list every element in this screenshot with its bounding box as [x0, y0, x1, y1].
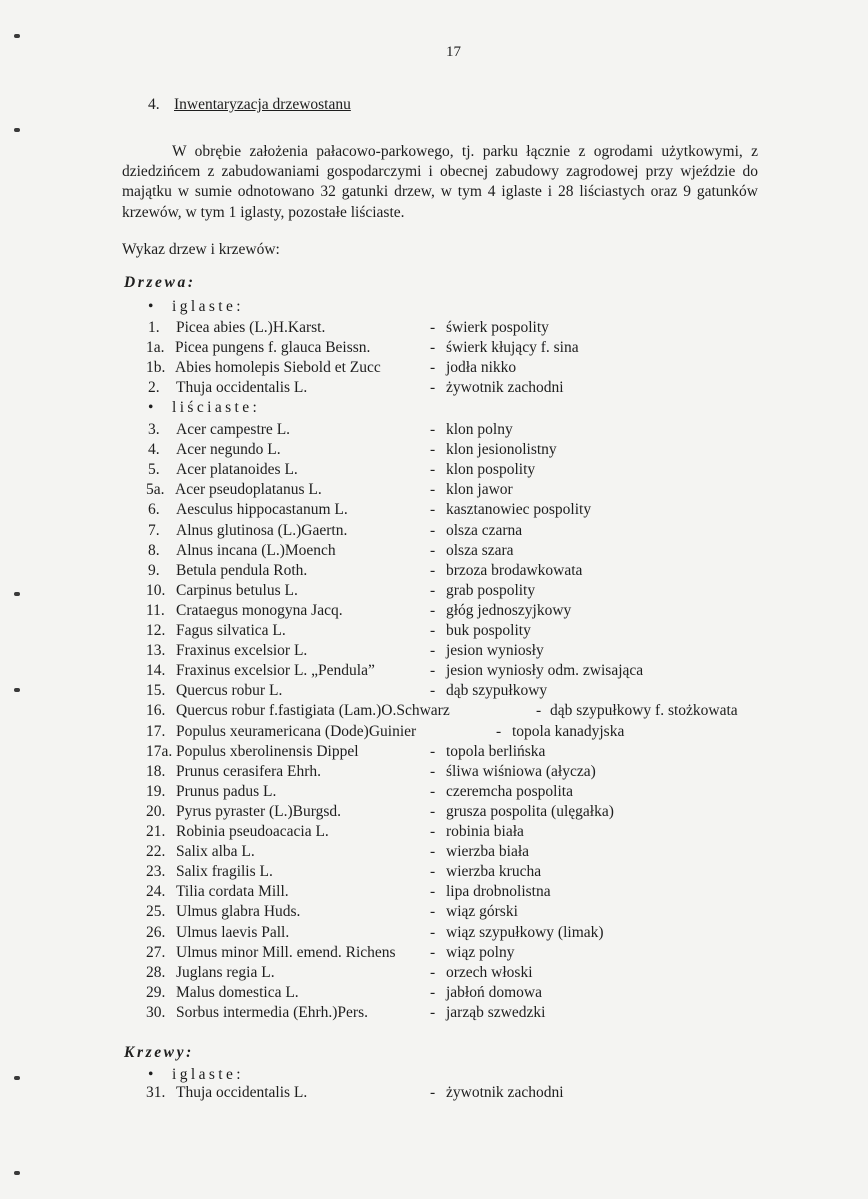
species-latin-name: Pyrus pyraster (L.)Burgsd.: [176, 802, 342, 820]
species-number: 5a.: [146, 481, 165, 499]
species-number: 29.: [146, 983, 166, 1001]
species-number: 25.: [146, 903, 166, 921]
species-number: 1.: [148, 319, 160, 336]
species-number: 13.: [146, 642, 166, 660]
separator-dash: -: [430, 963, 436, 981]
page-number: 17: [446, 44, 461, 60]
trees-heading: Drzewa:: [124, 274, 196, 291]
species-number: 7.: [148, 521, 160, 539]
species-latin-name: Fraxinus excelsior L. „Pendula”: [176, 662, 375, 680]
trees-conifers-group: [148, 298, 244, 316]
species-number: 21.: [146, 823, 166, 840]
intro-paragraph: W obrębie założenia pałacowo-parkowego, tj. parku łącznie z ogrodami użytkowymi, z dziedzińcem z zabudowaniami gospodarczymi i obecnej zabudowy zagrodowej przy wjeździe do majątku w sumie odnotowano 32 gatunki drzew, w tym 4 iglaste i 28 liściastych oraz 9 gatunków krzewów, w tym 1 iglasty, pozostałe liściaste.: [122, 143, 758, 221]
separator-dash: -: [430, 379, 436, 397]
species-polish-name: jesion wyniosły odm. zwisająca: [446, 662, 644, 680]
species-number: 11.: [146, 601, 165, 619]
separator-dash: -: [430, 541, 436, 559]
species-polish-name: robinia biała: [446, 823, 524, 840]
separator-dash: -: [430, 581, 436, 599]
separator-dash: -: [430, 481, 436, 499]
separator-dash: -: [430, 863, 436, 881]
species-polish-name: wierzba krucha: [446, 863, 542, 881]
species-latin-name: Acer platanoides L.: [176, 461, 298, 479]
separator-dash: -: [430, 762, 436, 780]
species-polish-name: żywotnik zachodni: [446, 1084, 564, 1101]
species-latin-name: Ulmus laevis Pall.: [176, 923, 290, 941]
species-polish-name: dąb szypułkowy f. stożkowata: [550, 702, 738, 720]
species-number: 22.: [146, 843, 166, 861]
species-polish-name: świerk kłujący f. sina: [446, 339, 579, 357]
species-latin-name: Prunus cerasifera Ehrh.: [176, 762, 322, 780]
separator-dash: -: [430, 883, 436, 901]
shrubs-conifers-group: [148, 1066, 244, 1084]
separator-dash: -: [430, 521, 436, 539]
species-number: 6.: [148, 501, 160, 519]
species-latin-name: Salix alba L.: [176, 843, 255, 861]
punch-hole-mark: [14, 688, 20, 692]
species-latin-name: Thuja occidentalis L.: [176, 379, 308, 397]
species-latin-name: Prunus padus L.: [176, 782, 277, 800]
separator-dash: -: [430, 802, 436, 820]
separator-dash: -: [430, 742, 436, 760]
species-latin-name: Tilia cordata Mill.: [176, 883, 289, 901]
species-number: 1a.: [146, 339, 165, 357]
separator-dash: -: [430, 501, 436, 519]
species-latin-name: Acer negundo L.: [176, 441, 281, 459]
species-number: 30.: [146, 1003, 166, 1021]
separator-dash: -: [430, 601, 436, 619]
species-latin-name: Ulmus glabra Huds.: [176, 903, 301, 921]
section-heading: [148, 96, 351, 114]
species-latin-name: Populus xeuramericana (Dode)Guinier: [176, 722, 417, 740]
separator-dash: -: [430, 903, 436, 921]
species-number: 24.: [146, 883, 166, 901]
species-polish-name: jesion wyniosły: [446, 642, 544, 660]
species-latin-name: Alnus incana (L.)Moench: [176, 541, 336, 559]
species-number: 8.: [148, 541, 160, 559]
species-number: 4.: [148, 441, 160, 459]
bullet-icon: •: [148, 298, 154, 315]
species-latin-name: Fraxinus excelsior L.: [176, 642, 308, 660]
species-polish-name: grab pospolity: [446, 581, 536, 599]
species-polish-name: świerk pospolity: [446, 319, 549, 336]
species-polish-name: śliwa wiśniowa (ałycza): [446, 762, 596, 780]
separator-dash: -: [430, 782, 436, 800]
punch-hole-mark: [14, 592, 20, 596]
species-number: 17a.: [146, 742, 173, 760]
species-polish-name: topola kanadyjska: [512, 722, 625, 740]
separator-dash: -: [430, 682, 436, 700]
species-polish-name: brzoza brodawkowata: [446, 561, 583, 579]
species-number: 19.: [146, 782, 166, 800]
species-number: 1b.: [146, 359, 166, 377]
species-latin-name: Ulmus minor Mill. emend. Richens: [176, 943, 396, 961]
species-number: 2.: [148, 379, 160, 397]
species-latin-name: Thuja occidentalis L.: [176, 1084, 308, 1101]
species-number: 14.: [146, 662, 166, 680]
separator-dash: -: [430, 1084, 436, 1101]
species-polish-name: wiąz górski: [446, 903, 518, 921]
species-latin-name: Sorbus intermedia (Ehrh.)Pers.: [176, 1003, 368, 1021]
species-number: 23.: [146, 863, 166, 881]
species-polish-name: dąb szypułkowy: [446, 682, 548, 700]
species-number: 12.: [146, 622, 166, 639]
list-intro: Wykaz drzew i krzewów:: [122, 241, 280, 258]
species-latin-name: Fagus silvatica L.: [176, 622, 286, 639]
species-latin-name: Acer pseudoplatanus L.: [175, 481, 322, 499]
trees-deciduous-group: [148, 399, 260, 417]
separator-dash: -: [430, 983, 436, 1001]
separator-dash: -: [430, 339, 436, 357]
species-polish-name: głóg jednoszyjkowy: [446, 601, 572, 619]
species-polish-name: wierzba biała: [446, 843, 530, 861]
species-polish-name: klon polny: [446, 421, 513, 438]
species-latin-name: Juglans regia L.: [176, 963, 275, 981]
bullet-icon: •: [148, 399, 154, 416]
species-number: 5.: [148, 461, 160, 479]
separator-dash: -: [430, 662, 436, 680]
separator-dash: -: [536, 702, 542, 720]
punch-hole-mark: [14, 1171, 20, 1175]
species-latin-name: Alnus glutinosa (L.)Gaertn.: [176, 521, 348, 539]
species-polish-name: czeremcha pospolita: [446, 782, 573, 800]
species-number: 17.: [146, 722, 166, 740]
species-polish-name: klon jesionolistny: [446, 441, 557, 459]
separator-dash: -: [430, 923, 436, 941]
separator-dash: -: [496, 722, 502, 740]
species-polish-name: wiąz polny: [446, 943, 515, 961]
bullet-icon: •: [148, 1066, 154, 1083]
separator-dash: -: [430, 1003, 436, 1021]
shrubs-conifers-label: iglaste:: [172, 1066, 244, 1083]
species-latin-name: Picea abies (L.)H.Karst.: [176, 319, 326, 336]
separator-dash: -: [430, 359, 436, 377]
species-latin-name: Quercus robur L.: [176, 682, 283, 700]
species-latin-name: Aesculus hippocastanum L.: [176, 501, 348, 519]
species-latin-name: Abies homolepis Siebold et Zucc: [175, 359, 381, 377]
species-number: 10.: [146, 581, 166, 599]
species-latin-name: Betula pendula Roth.: [176, 561, 308, 579]
species-number: 9.: [148, 561, 160, 579]
species-polish-name: lipa drobnolistna: [446, 883, 551, 901]
species-polish-name: olsza czarna: [446, 521, 523, 539]
separator-dash: -: [430, 561, 436, 579]
species-latin-name: Salix fragilis L.: [176, 863, 273, 881]
species-number: 20.: [146, 802, 166, 820]
section-title: Inwentaryzacja drzewostanu: [174, 96, 351, 113]
trees-deciduous-label: liściaste:: [172, 399, 261, 416]
species-polish-name: kasztanowiec pospolity: [446, 501, 592, 519]
separator-dash: -: [430, 943, 436, 961]
species-polish-name: jabłoń domowa: [446, 983, 542, 1001]
species-number: 26.: [146, 923, 166, 941]
species-latin-name: Populus xberolinensis Dippel: [176, 742, 359, 760]
species-polish-name: buk pospolity: [446, 622, 531, 639]
species-latin-name: Robinia pseudoacacia L.: [176, 823, 329, 840]
punch-hole-mark: [14, 128, 20, 132]
separator-dash: -: [430, 421, 436, 438]
species-polish-name: klon jawor: [446, 481, 513, 499]
separator-dash: -: [430, 843, 436, 861]
separator-dash: -: [430, 622, 436, 639]
separator-dash: -: [430, 642, 436, 660]
species-number: 15.: [146, 682, 166, 700]
species-latin-name: Acer campestre L.: [176, 421, 291, 438]
species-polish-name: orzech włoski: [446, 963, 533, 981]
species-number: 18.: [146, 762, 166, 780]
separator-dash: -: [430, 319, 436, 336]
species-polish-name: olsza szara: [446, 541, 514, 559]
trees-conifers-label: iglaste:: [172, 298, 244, 315]
species-polish-name: żywotnik zachodni: [446, 379, 564, 397]
species-polish-name: wiąz szypułkowy (limak): [446, 923, 604, 941]
species-latin-name: Picea pungens f. glauca Beissn.: [175, 339, 371, 357]
section-number: 4.: [148, 96, 160, 113]
separator-dash: -: [430, 461, 436, 479]
species-number: 31.: [146, 1084, 166, 1101]
species-number: 28.: [146, 963, 166, 981]
species-polish-name: jarząb szwedzki: [446, 1003, 546, 1021]
punch-hole-mark: [14, 34, 20, 38]
separator-dash: -: [430, 441, 436, 459]
species-polish-name: jodła nikko: [446, 359, 517, 377]
species-latin-name: Crataegus monogyna Jacq.: [176, 601, 343, 619]
species-latin-name: Carpinus betulus L.: [176, 581, 298, 599]
species-polish-name: grusza pospolita (ulęgałka): [446, 802, 614, 820]
species-latin-name: Quercus robur f.fastigiata (Lam.)O.Schwarz: [176, 702, 450, 720]
punch-hole-mark: [14, 1076, 20, 1080]
species-polish-name: klon pospolity: [446, 461, 536, 479]
species-number: 27.: [146, 943, 166, 961]
species-number: 16.: [146, 702, 166, 720]
species-latin-name: Malus domestica L.: [176, 983, 299, 1001]
separator-dash: -: [430, 823, 436, 840]
species-polish-name: topola berlińska: [446, 742, 546, 760]
species-number: 3.: [148, 421, 160, 438]
shrubs-heading: Krzewy:: [124, 1044, 194, 1061]
